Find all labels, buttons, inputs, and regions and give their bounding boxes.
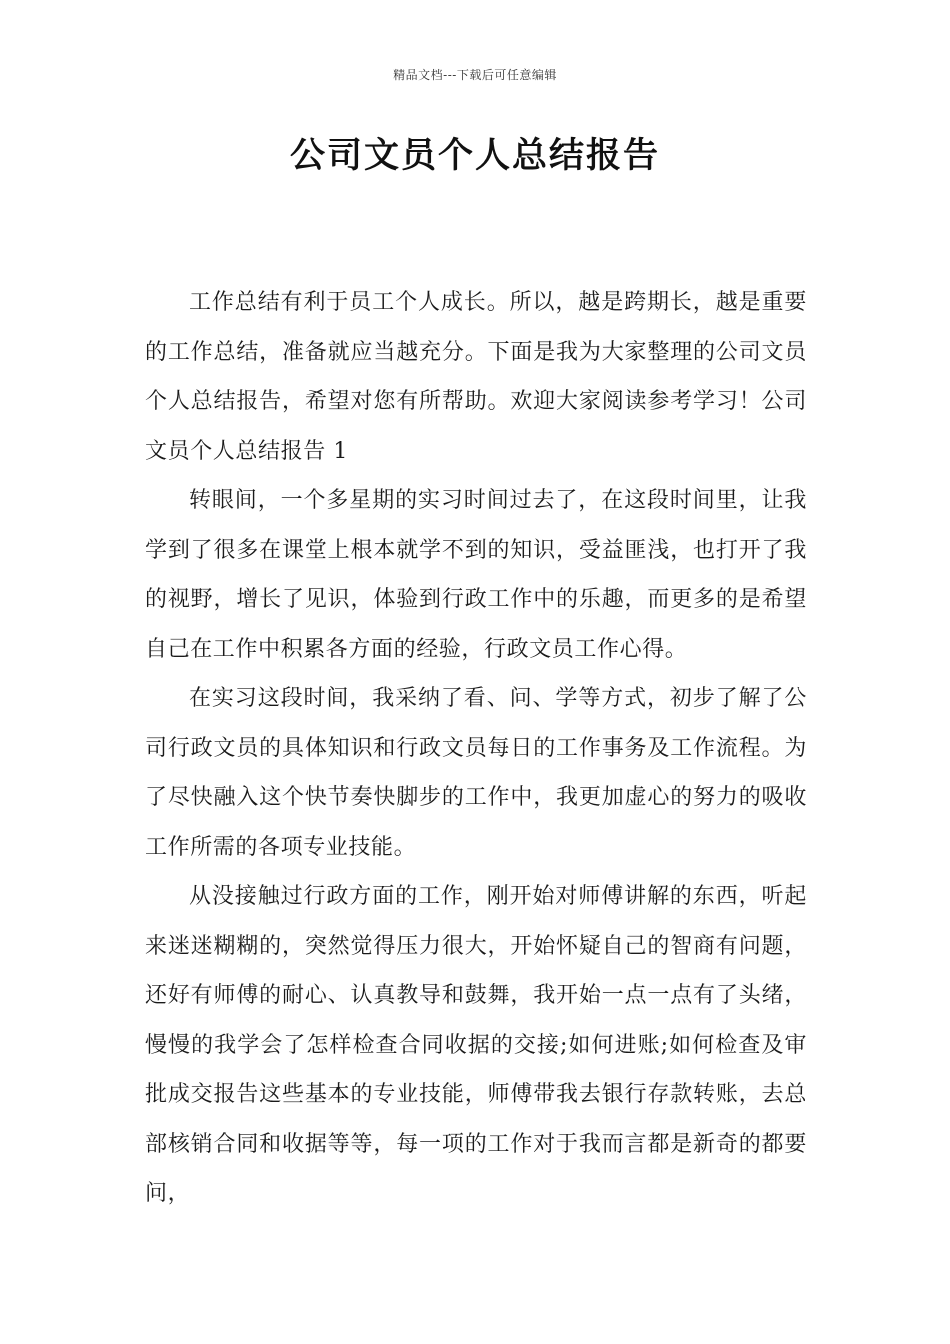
paragraph-intro: 工作总结有利于员工个人成长。所以，越是跨期长，越是重要的工作总结，准备就应当越充分。下面是我为大家整理的公司文员个人总结报告，希望对您有所帮助。欢迎大家阅读参考学习！公司文员个人总结报告 1 bbox=[145, 290, 807, 464]
header-note: 精品文档---下载后可任意编辑 bbox=[393, 68, 557, 82]
document-body bbox=[145, 278, 807, 1219]
paragraph-3: 在实习这段时间，我采纳了看、问、学等方式，初步了解了公司行政文员的具体知识和行政文员每日的工作事务及工作流程。为了尽快融入这个快节奏快脚步的工作中，我更加虚心的努力的吸收工作所需的各项专业技能。 bbox=[145, 686, 807, 860]
page-title: 公司文员个人总结报告 bbox=[289, 136, 660, 176]
paragraph-2: 转眼间，一个多星期的实习时间过去了，在这段时间里，让我学到了很多在课堂上根本就学不到的知识，受益匪浅，也打开了我的视野，增长了见识，体验到行政工作中的乐趣，而更多的是希望自己在工作中积累各方面的经验，行政文员工作心得。 bbox=[145, 488, 807, 662]
paragraph-4: 从没接触过行政方面的工作，刚开始对师傅讲解的东西，听起来迷迷糊糊的，突然觉得压力很大，开始怀疑自己的智商有问题，还好有师傅的耐心、认真教导和鼓舞，我开始一点一点有了头绪，慢慢的我学会了怎样检查合同收据的交接;如何进账;如何检查及审批成交报告这些基本的专业技能，师傅带我去银行存款转账，去总部核销合同和收据等等，每一项的工作对于我而言都是新奇的都要问， bbox=[145, 884, 807, 1206]
